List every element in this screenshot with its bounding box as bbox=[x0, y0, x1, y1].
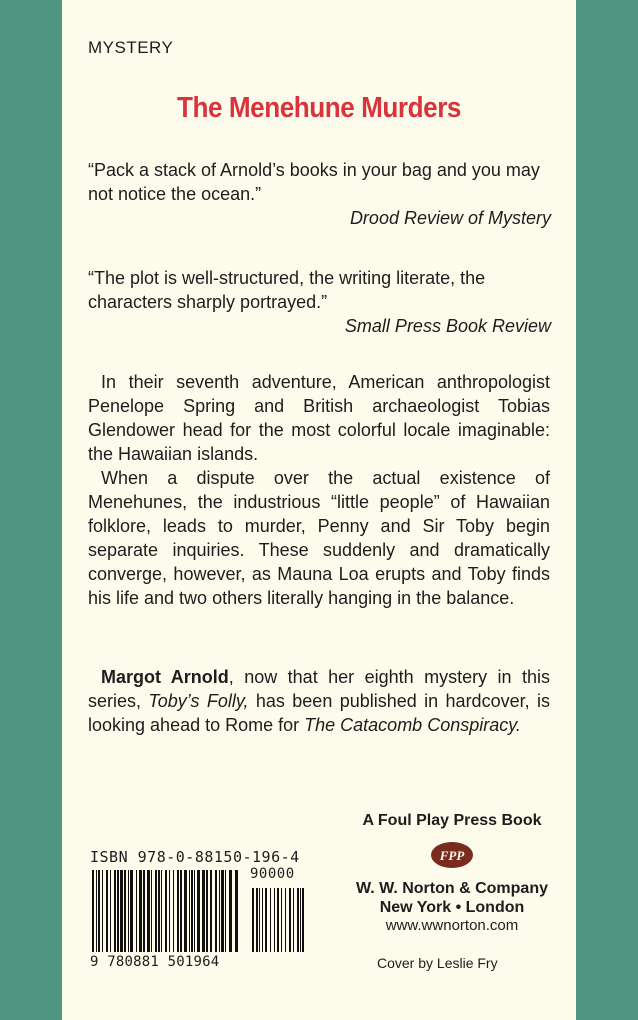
synopsis-paragraph: In their seventh adventure, American anthropologist Penelope Spring and British archaeologist Tobias Glendower head for the most colorful locale imaginable: the Hawaiian islands. bbox=[88, 372, 550, 464]
isbn-label: ISBN 978-0-88150-196-4 bbox=[90, 848, 300, 866]
barcode-bar bbox=[158, 870, 160, 952]
book-title-ref: The Catacomb Conspiracy. bbox=[304, 715, 521, 735]
barcode-bar bbox=[98, 870, 100, 952]
barcode-bar bbox=[277, 888, 279, 952]
barcode-bar bbox=[206, 870, 208, 952]
publisher-block bbox=[342, 812, 562, 934]
barcode-bar bbox=[110, 870, 111, 952]
barcode-bar bbox=[229, 870, 232, 952]
foul-play-logo-icon bbox=[429, 840, 475, 870]
barcode-bar bbox=[136, 870, 137, 952]
barcode-bar bbox=[197, 870, 200, 952]
author-bio: Margot Arnold, now that her eighth mystery in this series, Toby’s Folly, has been published in hardcover, is looking ahead to Rome for The Catacomb Conspiracy. bbox=[88, 667, 550, 735]
publisher-url: www.wwnorton.com bbox=[385, 917, 519, 934]
barcode-bar bbox=[124, 870, 126, 952]
barcode-bar bbox=[155, 870, 157, 952]
synopsis-paragraph: When a dispute over the actual existence of Menehunes, the industrious “little people” of Hawaiian folklore, leads to murder, Penny and Sir Toby begin separate inquiries. These suddenly and dramatically converge, however, as Mauna Loa erupts and Toby finds his life and two others literally hanging in the balance. bbox=[88, 468, 550, 608]
barcode-bar bbox=[270, 888, 271, 952]
barcode-bar bbox=[191, 870, 193, 952]
imprint-label: A Foul Play Press Book bbox=[362, 812, 542, 829]
barcode-bar bbox=[120, 870, 123, 952]
price-code: 90000 bbox=[250, 866, 295, 882]
barcode-bar bbox=[259, 888, 260, 952]
quote-source: Drood Review of Mystery bbox=[349, 208, 551, 228]
barcode-bar bbox=[128, 870, 129, 952]
svg-text:FPP: FPP bbox=[439, 848, 465, 863]
barcode-bar bbox=[274, 888, 275, 952]
barcode-bar bbox=[285, 888, 286, 952]
barcode-bar bbox=[194, 870, 195, 952]
book-title: The Menehune Murders bbox=[177, 92, 461, 124]
barcode-bar bbox=[297, 888, 299, 952]
publisher-city: New York • London bbox=[379, 899, 525, 916]
barcode-bar bbox=[215, 870, 217, 952]
barcode-bar bbox=[289, 888, 291, 952]
book-title-ref: Toby’s Folly, bbox=[148, 691, 249, 711]
cover-credit: Cover by Leslie Fry bbox=[377, 955, 498, 971]
barcode-bar bbox=[221, 870, 224, 952]
barcode-bar bbox=[302, 888, 304, 952]
barcode-bar bbox=[235, 870, 238, 952]
barcode-bar bbox=[262, 888, 263, 952]
barcode-bar bbox=[117, 870, 119, 952]
review-quote-2 bbox=[88, 266, 551, 338]
barcode-bar bbox=[225, 870, 226, 952]
barcode-bar bbox=[169, 870, 170, 952]
barcode-bar bbox=[293, 888, 294, 952]
barcode-bar bbox=[147, 870, 150, 952]
author-name: Margot Arnold bbox=[101, 667, 229, 687]
barcode-bar bbox=[151, 870, 152, 952]
quote-text: “The plot is well-structured, the writing literate, the characters sharply portrayed.” bbox=[88, 268, 486, 312]
barcode-bar bbox=[102, 870, 103, 952]
barcode-bar bbox=[173, 870, 174, 952]
barcode-bar bbox=[165, 870, 167, 952]
barcode-bar bbox=[130, 870, 133, 952]
barcode-bar bbox=[96, 870, 97, 952]
ean-digits: 9 780881 501964 bbox=[90, 954, 220, 970]
barcode-bar bbox=[92, 870, 94, 952]
synopsis bbox=[88, 370, 550, 610]
barcode-bar bbox=[161, 870, 162, 952]
barcode-bar bbox=[252, 888, 254, 952]
barcode-bars bbox=[90, 870, 310, 990]
barcode-bar bbox=[256, 888, 258, 952]
barcode-bar bbox=[281, 888, 282, 952]
quote-text: “Pack a stack of Arnold’s books in your bag and you may not notice the ocean.” bbox=[88, 160, 540, 204]
quote-source: Small Press Book Review bbox=[344, 316, 551, 336]
barcode-bar bbox=[139, 870, 142, 952]
barcode-bar bbox=[177, 870, 179, 952]
back-cover bbox=[62, 0, 576, 1020]
barcode-bar bbox=[114, 870, 116, 952]
genre-label: MYSTERY bbox=[88, 38, 174, 57]
barcode-bar bbox=[300, 888, 301, 952]
barcode-bar bbox=[210, 870, 212, 952]
barcode-bar bbox=[180, 870, 182, 952]
publisher-name: W. W. Norton & Company bbox=[356, 880, 548, 897]
barcode-bar bbox=[265, 888, 267, 952]
barcode bbox=[90, 848, 310, 993]
barcode-bar bbox=[143, 870, 145, 952]
barcode-bar bbox=[106, 870, 108, 952]
barcode-bar bbox=[219, 870, 220, 952]
review-quote-1 bbox=[88, 158, 551, 230]
barcode-bar bbox=[189, 870, 190, 952]
barcode-bar bbox=[184, 870, 187, 952]
barcode-bar bbox=[202, 870, 205, 952]
